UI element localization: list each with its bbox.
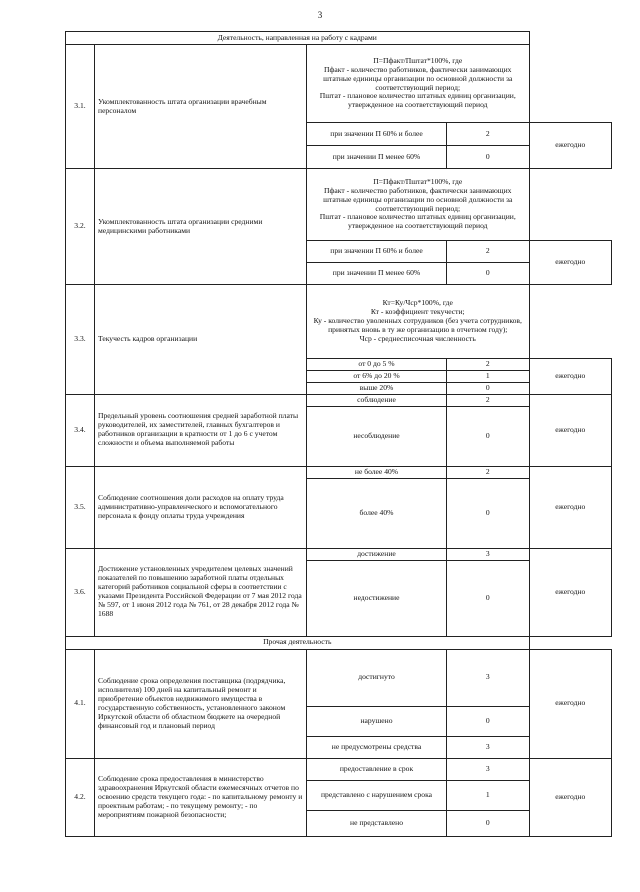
row-number: 4.1. xyxy=(66,649,95,758)
score-value: 0 xyxy=(447,146,530,169)
criterion-text: Соблюдение срока предоставления в министерство здравоохранения Иркутской области ежемесячных отчетов по освоению средств текущего года: - по капитальному ремонту и проектным работам; - по текущему ремонту; - по мероприятиям пожарной безопасности; xyxy=(95,758,307,836)
table-row xyxy=(66,758,612,780)
score-value: 0 xyxy=(447,478,530,548)
section-header xyxy=(66,636,612,649)
formula-line: Кт=Ку/Чср*100%, где xyxy=(382,298,453,308)
score-value: 2 xyxy=(447,241,530,263)
score-value: 2 xyxy=(447,359,530,371)
row-number: 3.2. xyxy=(66,169,95,285)
period-text: ежегодно xyxy=(529,123,612,169)
condition-label: не предусмотрены средства xyxy=(307,736,447,758)
formula-line: Чср - среднесписочная численность xyxy=(359,333,476,343)
criterion-text: Предельный уровень соотношения средней заработной платы руководителей, их заместителей, главных бухгалтеров и работников организации в кратности от 1 до 6 с учетом сложности и объема выполняемой работы xyxy=(95,394,307,466)
period-text: ежегодно xyxy=(529,394,612,466)
condition-label: от 6% до 20 % xyxy=(307,370,447,382)
score-value: 0 xyxy=(447,406,530,466)
score-value: 1 xyxy=(447,370,530,382)
section-title: Деятельность, направленная на работу с кадрами xyxy=(66,32,530,45)
formula-line: Кт - коэффициент текучести; xyxy=(370,307,465,317)
score-value: 0 xyxy=(447,382,530,394)
score-value: 0 xyxy=(447,263,530,285)
indicators-table xyxy=(65,31,612,837)
formula-cell xyxy=(307,169,530,241)
condition-label: нарушено xyxy=(307,706,447,736)
period-text: ежегодно xyxy=(529,359,612,395)
criterion-text: Укомплектованность штата организации средними медицинскими работниками xyxy=(95,169,307,285)
score-value: 0 xyxy=(447,810,530,836)
row-number: 3.3. xyxy=(66,285,95,395)
row-number: 3.1. xyxy=(66,45,95,169)
score-value: 0 xyxy=(447,560,530,636)
table-row xyxy=(66,466,612,478)
criterion-text: Соблюдение соотношения доли расходов на оплату труда административно-управленческого и вспомогательного персонала к фонду оплаты труда учреждения xyxy=(95,466,307,548)
score-value: 2 xyxy=(447,123,530,146)
row-number: 3.5. xyxy=(66,466,95,548)
formula-line: П=Пфакт/Пштат*100%, где xyxy=(373,55,463,65)
condition-label: при значении П 60% и более xyxy=(307,123,447,146)
table-row xyxy=(66,45,612,123)
criterion-text: Соблюдение срока определения поставщика (подрядчика, исполнителя) 100 дней на капитальный ремонт и приобретение объектов недвижимого имущества в государственную собственность, установленного законом Иркутской области об областном бюджете на очередной финансовый год и плановый период xyxy=(95,649,307,758)
table-row xyxy=(66,394,612,406)
condition-label: не представлено xyxy=(307,810,447,836)
formula-line: П=Пфакт/Пштат*100%, где xyxy=(373,176,463,186)
row-number: 3.6. xyxy=(66,548,95,636)
formula-line: Пштат - плановое количество штатных единиц организации, утвержденное на соответствующий период xyxy=(319,212,516,231)
period-text: ежегодно xyxy=(529,649,612,758)
condition-label: соблюдение xyxy=(307,394,447,406)
condition-label: более 40% xyxy=(307,478,447,548)
score-value: 3 xyxy=(447,548,530,560)
score-value: 1 xyxy=(447,780,530,810)
page-number: 3 xyxy=(317,10,323,20)
criterion-text: Достижение установленных учредителем целевых значений показателей по повышению заработной платы отдельных категорий работников социальной сферы в соответствии с указами Президента Российской Федерации от 7 мая 2012 года № 597, от 1 июня 2012 года № 761, от 28 декабря 2012 года № 1688 xyxy=(95,548,307,636)
period-text: ежегодно xyxy=(529,548,612,636)
period-text: ежегодно xyxy=(529,758,612,836)
condition-label: не более 40% xyxy=(307,466,447,478)
table-row xyxy=(66,169,612,241)
row-number: 4.2. xyxy=(66,758,95,836)
section-header xyxy=(66,32,612,45)
formula-cell xyxy=(307,285,530,359)
formula-line: Пфакт - количество работников, фактически занимающих штатные единицы организации по основной должности за соответствующий период; xyxy=(323,185,513,213)
row-number: 3.4. xyxy=(66,394,95,466)
criterion-text: Текучесть кадров организации xyxy=(95,285,307,395)
formula-line: Пштат - плановое количество штатных единиц организации, утвержденное на соответствующий период xyxy=(319,91,516,110)
score-value: 3 xyxy=(447,649,530,706)
table-row xyxy=(66,649,612,706)
condition-label: недостижение xyxy=(307,560,447,636)
condition-label: несоблюдение xyxy=(307,406,447,466)
period-text: ежегодно xyxy=(529,466,612,548)
score-value: 3 xyxy=(447,758,530,780)
condition-label: предоставление в срок xyxy=(307,758,447,780)
condition-label: выше 20% xyxy=(307,382,447,394)
score-value: 2 xyxy=(447,466,530,478)
score-value: 2 xyxy=(447,394,530,406)
criterion-text: Укомплектованность штата организации врачебным персоналом xyxy=(95,45,307,169)
score-value: 0 xyxy=(447,706,530,736)
formula-line: Пфакт - количество работников, фактически занимающих штатные единицы организации по основной должности за соответствующий период; xyxy=(323,64,513,92)
section-title: Прочая деятельность xyxy=(66,636,530,649)
condition-label: при значении П 60% и более xyxy=(307,241,447,263)
condition-label: от 0 до 5 % xyxy=(307,359,447,371)
condition-label: при значении П менее 60% xyxy=(307,146,447,169)
condition-label: при значении П менее 60% xyxy=(307,263,447,285)
condition-label: достижение xyxy=(307,548,447,560)
table-row xyxy=(66,548,612,560)
formula-cell xyxy=(307,45,530,123)
period-text: ежегодно xyxy=(529,241,612,285)
condition-label: достигнуто xyxy=(307,649,447,706)
table-row xyxy=(66,285,612,359)
score-value: 3 xyxy=(447,736,530,758)
formula-line: Ку - количество уволенных сотрудников (без учета сотрудников, принятых вновь в ту же организацию в отчетном году); xyxy=(313,316,522,334)
condition-label: представлено с нарушением срока xyxy=(307,780,447,810)
